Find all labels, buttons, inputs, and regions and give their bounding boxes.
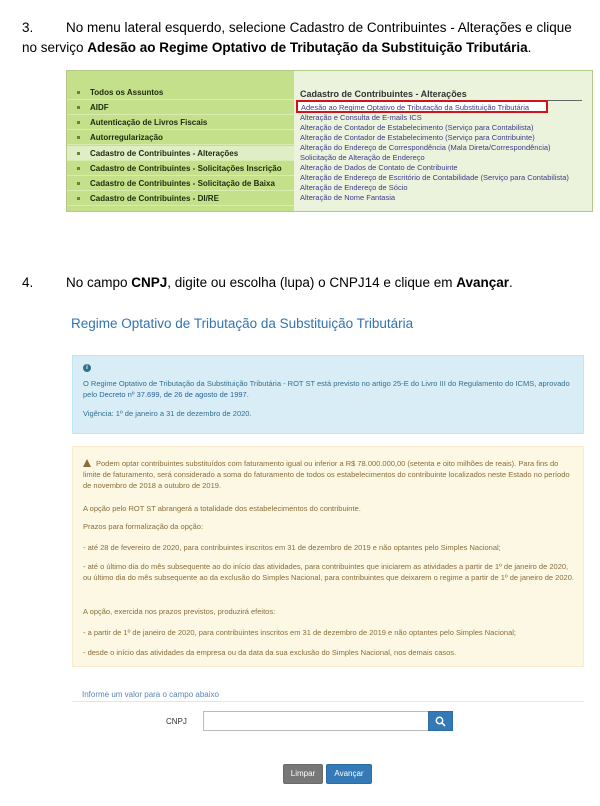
sidebar-item-cadastro-dire[interactable]: Cadastro de Contribuintes - DI/RE <box>67 191 294 206</box>
bullet-icon <box>77 152 80 155</box>
menu-screenshot <box>66 70 593 212</box>
advance-button[interactable]: Avançar <box>326 764 372 784</box>
bullet-icon <box>77 182 80 185</box>
info-alert <box>72 355 584 434</box>
warning-paragraph: Podem optar contribuintes substituídos com faturamento igual ou inferior a R$ 78.000.000,00 (setenta e oito milhões de reais). Para fins do limite de faturamento, será considerado a soma do faturamento de todos os estabelecimentos do contribuinte localizados neste Estado no período de novembro de 2018 a outubro de 2019. <box>83 459 570 490</box>
field-hint: Informe um valor para o campo abaixo <box>82 690 219 699</box>
divider <box>72 701 584 702</box>
info-icon: i <box>83 364 91 372</box>
warning-paragraph: - até 28 de fevereiro de 2020, para contribuintes inscritos em 31 de dezembro de 2019 e não optantes pelo Simples Nacional; <box>83 543 501 552</box>
panel-title: Cadastro de Contribuintes - Alterações <box>300 89 582 101</box>
bullet-icon <box>77 91 80 94</box>
service-link[interactable]: Alteração do Endereço de Correspondência (Mala Direta/Correspondência) <box>300 143 551 152</box>
step-3-instruction: 3. No menu lateral esquerdo, selecione Cadastro de Contribuintes - Alterações e clique no serviço Adesão ao Regime Optativo de Tributação da Substituição Tributária. <box>22 20 572 55</box>
warning-alert <box>72 446 584 667</box>
vigencia-text: Vigência: 1º de janeiro a 31 de dezembro de 2020. <box>83 409 252 418</box>
sidebar-item-cadastro-inscricao[interactable]: Cadastro de Contribuintes - Solicitações Inscrição <box>67 161 294 176</box>
warning-paragraph: - até o último dia do mês subsequente ao do início das atividades, para contribuintes que iniciarem as atividades a partir de 1º de janeiro de 2020, ou último dia do mês subsequente ao da exclusão do Simples Nacional, para contribuintes que deixarem o regime a partir de 1º de janeiro de 2020. <box>83 562 574 582</box>
cnpj-label: CNPJ <box>166 717 187 726</box>
step-number: 4. <box>22 275 34 290</box>
search-icon <box>435 716 446 727</box>
sidebar-item-cadastro-alteracoes[interactable]: Cadastro de Contribuintes - Alterações <box>67 146 294 161</box>
decreto-link[interactable]: Decreto nº 37.699, de 26 de agosto de 1997 <box>99 390 247 399</box>
service-link[interactable]: Alteração de Contador de Estabelecimento (Serviço para Contribuinte) <box>300 133 535 142</box>
step-number: 3. <box>22 20 34 35</box>
sidebar-item-aidf[interactable]: AIDF <box>67 100 294 115</box>
warning-paragraph: Prazos para formalização da opção: <box>83 522 204 531</box>
bullet-icon <box>77 136 80 139</box>
services-panel <box>294 71 592 211</box>
warning-paragraph: A opção pelo ROT ST abrangerá a totalidade dos estabelecimentos do contribuinte. <box>83 504 361 513</box>
service-link[interactable]: Alteração de Contador de Estabelecimento (Serviço para Contabilista) <box>300 123 534 132</box>
bullet-icon <box>77 106 80 109</box>
service-link[interactable]: Alteração de Nome Fantasia <box>300 193 396 202</box>
service-link[interactable]: Alteração de Endereço de Sócio <box>300 183 408 192</box>
page-title: Regime Optativo de Tributação da Substituição Tributária <box>71 316 414 331</box>
sidebar-item-autenticacao-livros[interactable]: Autenticação de Livros Fiscais <box>67 115 294 130</box>
warning-paragraph: A opção, exercida nos prazos previstos, produzirá efeitos: <box>83 607 276 616</box>
sidebar-item-autorregularizacao[interactable]: Autorregularização <box>67 130 294 145</box>
service-link[interactable]: Alteração de Dados de Contato de Contribuinte <box>300 163 458 172</box>
search-button[interactable] <box>428 711 453 731</box>
service-link[interactable]: Alteração e Consulta de E-mails ICS <box>300 113 422 122</box>
step-4-instruction: 4. No campo CNPJ, digite ou escolha (lupa) o CNPJ14 e clique em Avançar. <box>22 273 582 293</box>
clear-button[interactable]: Limpar <box>283 764 323 784</box>
service-link[interactable]: Alteração de Endereço de Escritório de Contabilidade (Serviço para Contabilista) <box>300 173 569 182</box>
service-link[interactable]: Solicitação de Alteração de Endereço <box>300 153 425 162</box>
info-text: O Regime Optativo de Tributação da Substituição Tributária - ROT ST está previsto no artigo 25-E do Livro III do Regulamento do ICMS, aprovado pelo Decreto nº 37.699, de 26 de agosto de 1997. <box>83 379 570 399</box>
highlighted-service-link[interactable]: Adesão ao Regime Optativo de Tributação da Substituição Tributária <box>296 100 548 113</box>
sidebar-item-cadastro-baixa[interactable]: Cadastro de Contribuintes - Solicitação de Baixa <box>67 176 294 191</box>
sidebar-menu <box>67 71 294 211</box>
bullet-icon <box>77 121 80 124</box>
warning-paragraph: - a partir de 1º de janeiro de 2020, para contribuintes inscritos em 31 de dezembro de 2019 e não optantes pelo Simples Nacional; <box>83 628 517 637</box>
sidebar-item-todos-os-assuntos[interactable]: Todos os Assuntos <box>67 85 294 100</box>
bullet-icon <box>77 197 80 200</box>
warning-paragraph: - desde o início das atividades da empresa ou da data da sua exclusão do Simples Nacional, nos demais casos. <box>83 648 457 657</box>
cnpj-input[interactable] <box>203 711 429 731</box>
bullet-icon <box>77 167 80 170</box>
warning-icon <box>83 459 91 467</box>
